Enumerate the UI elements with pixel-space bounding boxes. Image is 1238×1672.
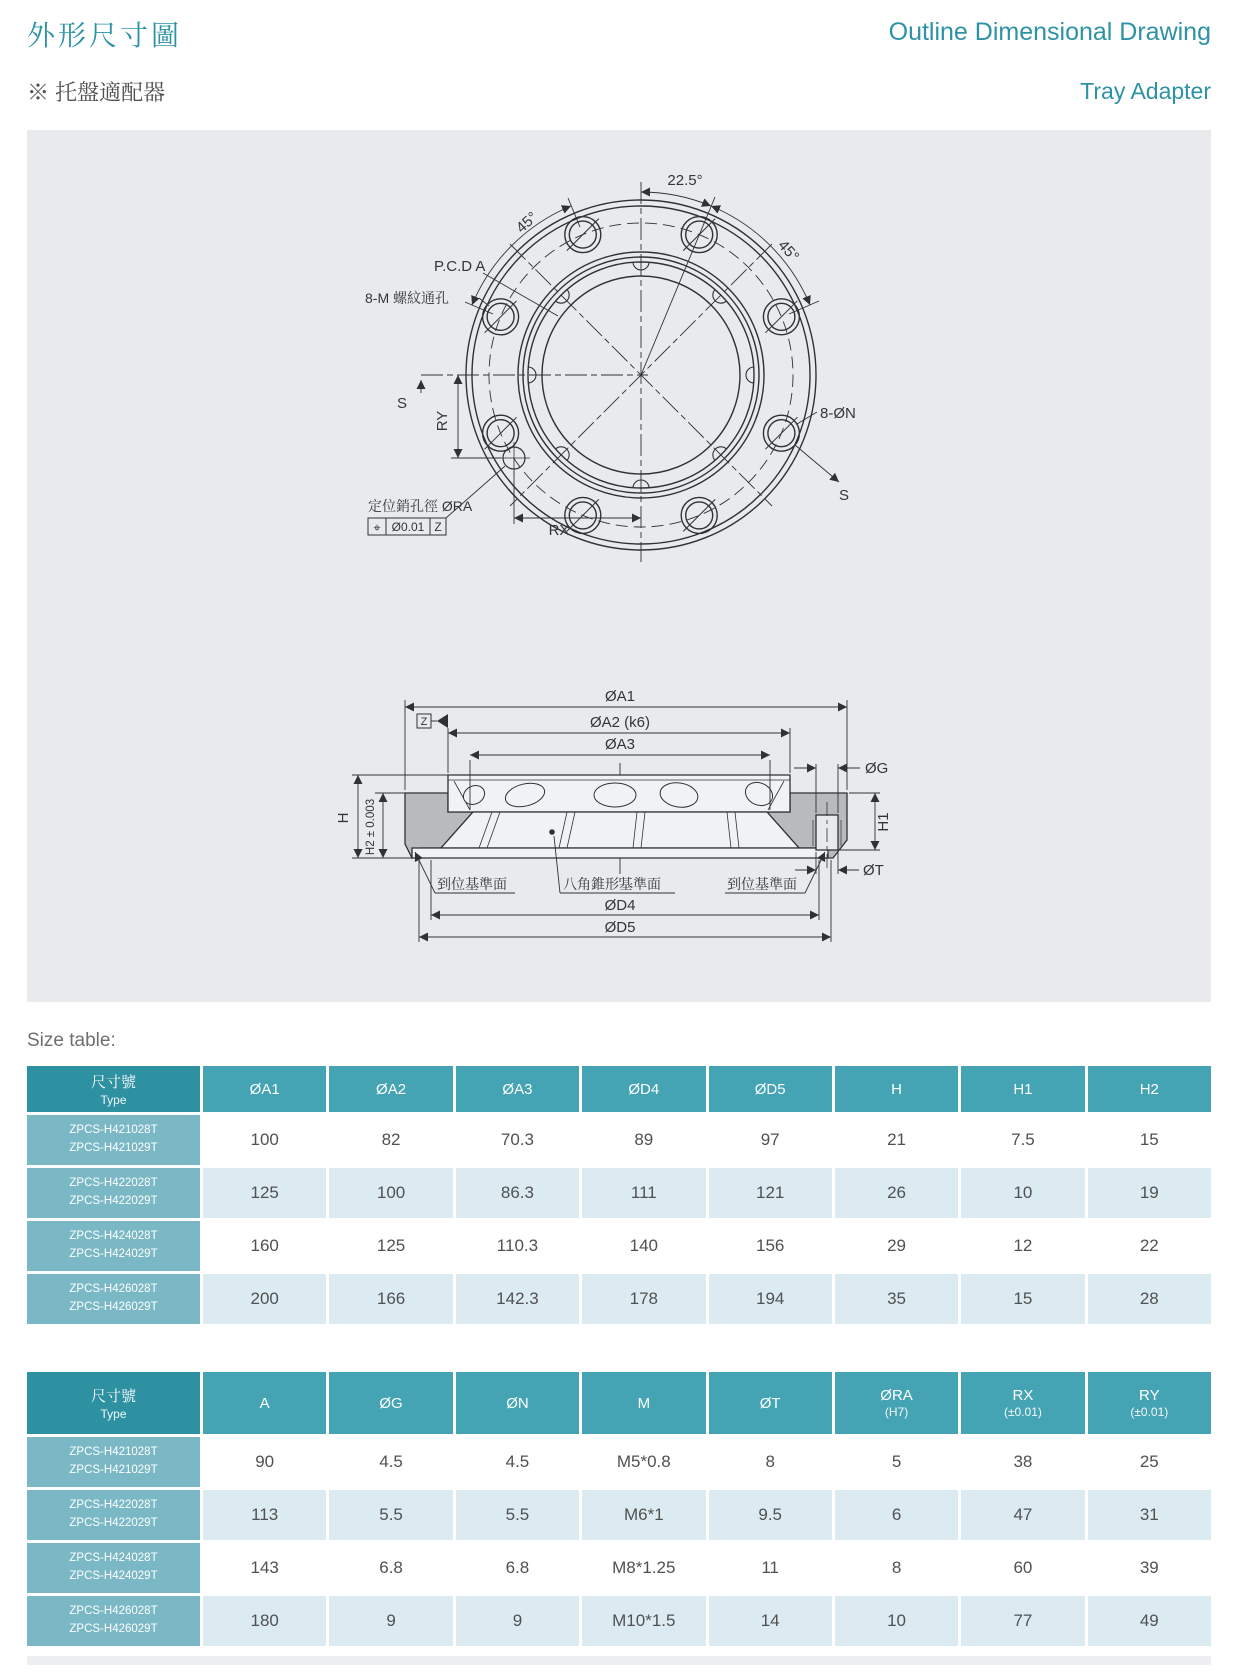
- column-header: ØA3: [456, 1066, 579, 1112]
- cone-notch: [746, 367, 754, 383]
- table-row: [27, 1115, 1211, 1165]
- type-cell: ZPCS-H426028T ZPCS-H426029T: [27, 1596, 200, 1646]
- table-row: [27, 1490, 1211, 1540]
- column-header: ØN: [456, 1372, 579, 1434]
- value-cell: 28: [1088, 1274, 1211, 1324]
- value-cell: 100: [329, 1168, 452, 1218]
- fcf-symbol: ⌖: [373, 520, 381, 535]
- fcf-datum: Z: [434, 520, 442, 534]
- value-cell: 26: [835, 1168, 958, 1218]
- value-cell: 156: [709, 1221, 832, 1271]
- type-cell: ZPCS-H422028T ZPCS-H422029T: [27, 1490, 200, 1540]
- value-cell: 5.5: [456, 1490, 579, 1540]
- table-row: [27, 1596, 1211, 1646]
- bolt-hole: [483, 299, 519, 335]
- value-cell: 110.3: [456, 1221, 579, 1271]
- value-cell: 125: [329, 1221, 452, 1271]
- value-cell: 125: [203, 1168, 326, 1218]
- value-cell: 89: [582, 1115, 705, 1165]
- bolt-hole: [565, 497, 601, 533]
- value-cell: 166: [329, 1274, 452, 1324]
- dimensional-drawing: [27, 130, 1211, 1002]
- seat-left-label: 到位基準面: [437, 876, 507, 892]
- h2-label: H2 ± 0.003: [365, 798, 377, 856]
- value-cell: 25: [1088, 1437, 1211, 1487]
- value-cell: 35: [835, 1274, 958, 1324]
- value-cell: 121: [709, 1168, 832, 1218]
- value-cell: 194: [709, 1274, 832, 1324]
- value-cell: 15: [961, 1274, 1084, 1324]
- value-cell: 97: [709, 1115, 832, 1165]
- value-cell: 178: [582, 1274, 705, 1324]
- dia-d5-label: ØD5: [604, 919, 636, 936]
- bolt-hole: [565, 217, 601, 253]
- centerlines: [421, 182, 772, 562]
- column-header: ØA1: [203, 1066, 326, 1112]
- section-s-right-label: S: [839, 487, 850, 504]
- type-cell: ZPCS-H421028T ZPCS-H421029T: [27, 1115, 200, 1165]
- value-cell: 143: [203, 1543, 326, 1593]
- value-cell: 77: [961, 1596, 1084, 1646]
- column-header: ØA2: [329, 1066, 452, 1112]
- value-cell: 19: [1088, 1168, 1211, 1218]
- pcd-label: P.C.D A: [434, 258, 486, 275]
- value-cell: 47: [961, 1490, 1084, 1540]
- column-header: H: [835, 1066, 958, 1112]
- value-cell: 15: [1088, 1115, 1211, 1165]
- page-subtitle-zh: ※ 托盤適配器: [27, 80, 166, 105]
- column-header: M: [582, 1372, 705, 1434]
- value-cell: 4.5: [456, 1437, 579, 1487]
- column-header: H1: [961, 1066, 1084, 1112]
- value-cell: 8: [835, 1543, 958, 1593]
- bolt-hole: [763, 299, 799, 335]
- type-column-header: 尺寸號 Type: [27, 1066, 200, 1112]
- n-holes-label: 8-ØN: [820, 405, 856, 422]
- value-cell: 140: [582, 1221, 705, 1271]
- value-cell: 6: [835, 1490, 958, 1540]
- base-plate: [412, 848, 828, 858]
- column-header: RX (±0.01): [961, 1372, 1084, 1434]
- value-cell: 10: [961, 1168, 1084, 1218]
- octagonal-cone: [441, 812, 799, 848]
- page-subtitle-en: Tray Adapter: [1080, 78, 1211, 104]
- value-cell: 7.5: [961, 1115, 1084, 1165]
- value-cell: 4.5: [329, 1437, 452, 1487]
- value-cell: 10: [835, 1596, 958, 1646]
- table-row: [27, 1168, 1211, 1218]
- t-label: ØT: [863, 862, 884, 879]
- value-cell: 9.5: [709, 1490, 832, 1540]
- value-cell: 160: [203, 1221, 326, 1271]
- value-cell: 14: [709, 1596, 832, 1646]
- dia-d4-label: ØD4: [604, 897, 636, 914]
- dimensional-drawing-panel: [27, 130, 1211, 1002]
- fcf-tolerance: Ø0.01: [391, 520, 425, 534]
- seat-right-label: 到位基準面: [727, 876, 797, 892]
- value-cell: 111: [582, 1168, 705, 1218]
- value-cell: 8: [709, 1437, 832, 1487]
- angle-right-label: 45°: [774, 236, 803, 266]
- type-column-header: 尺寸號 Type: [27, 1372, 200, 1434]
- table-row: [27, 1543, 1211, 1593]
- h1-label: H1: [875, 812, 892, 832]
- column-header: H2: [1088, 1066, 1211, 1112]
- value-cell: 9: [456, 1596, 579, 1646]
- value-cell: M8*1.25: [582, 1543, 705, 1593]
- value-cell: 39: [1088, 1543, 1211, 1593]
- type-cell: ZPCS-H424028T ZPCS-H424029T: [27, 1221, 200, 1271]
- type-cell: ZPCS-H421028T ZPCS-H421029T: [27, 1437, 200, 1487]
- cone-datum-label: 八角錐形基準面: [563, 876, 661, 892]
- size-table-1: [27, 1066, 1211, 1327]
- value-cell: 9: [329, 1596, 452, 1646]
- h-label: H: [335, 812, 352, 824]
- pin-hole-label: 定位銷孔徑 ØRA: [368, 498, 473, 514]
- column-header: ØRA (H7): [835, 1372, 958, 1434]
- value-cell: 86.3: [456, 1168, 579, 1218]
- type-cell: ZPCS-H422028T ZPCS-H422029T: [27, 1168, 200, 1218]
- value-cell: 60: [961, 1543, 1084, 1593]
- size-table-label: Size table:: [27, 1030, 116, 1051]
- page-title-en: Outline Dimensional Drawing: [888, 18, 1211, 46]
- bottom-divider-bar: [27, 1656, 1211, 1665]
- column-header: ØT: [709, 1372, 832, 1434]
- value-cell: 90: [203, 1437, 326, 1487]
- value-cell: 70.3: [456, 1115, 579, 1165]
- value-cell: 200: [203, 1274, 326, 1324]
- rx-label: RX: [548, 522, 570, 539]
- value-cell: 12: [961, 1221, 1084, 1271]
- adapter-top-plate: [448, 775, 790, 812]
- g-label: ØG: [865, 760, 889, 777]
- value-cell: 11: [709, 1543, 832, 1593]
- top-view: [365, 172, 856, 562]
- type-cell: ZPCS-H426028T ZPCS-H426029T: [27, 1274, 200, 1324]
- value-cell: 6.8: [329, 1543, 452, 1593]
- value-cell: 49: [1088, 1596, 1211, 1646]
- value-cell: 180: [203, 1596, 326, 1646]
- angle-left-label: 45°: [512, 208, 542, 237]
- bolt-hole: [681, 497, 717, 533]
- value-cell: 31: [1088, 1490, 1211, 1540]
- value-cell: 5.5: [329, 1490, 452, 1540]
- bolt-hole: [763, 415, 799, 451]
- column-header: A: [203, 1372, 326, 1434]
- size-table-2: [27, 1372, 1211, 1649]
- value-cell: 142.3: [456, 1274, 579, 1324]
- ry-label: RY: [434, 410, 451, 432]
- value-cell: 38: [961, 1437, 1084, 1487]
- dia-a2-label: ØA2 (k6): [589, 714, 651, 731]
- section-s-left-label: S: [397, 395, 408, 412]
- angle-top-label: 22.5°: [667, 172, 703, 189]
- thread-holes-label: 8-M 螺紋通孔: [365, 290, 449, 306]
- datum-z-label: Z: [420, 716, 428, 728]
- dia-a1-label: ØA1: [604, 688, 636, 705]
- table-row: [27, 1274, 1211, 1324]
- type-cell: ZPCS-H424028T ZPCS-H424029T: [27, 1543, 200, 1593]
- value-cell: 22: [1088, 1221, 1211, 1271]
- column-header: ØD5: [709, 1066, 832, 1112]
- column-header: ØG: [329, 1372, 452, 1434]
- table-row: [27, 1221, 1211, 1271]
- value-cell: 5: [835, 1437, 958, 1487]
- value-cell: M6*1: [582, 1490, 705, 1540]
- column-header: RY (±0.01): [1088, 1372, 1211, 1434]
- column-header: ØD4: [582, 1066, 705, 1112]
- section-view: [335, 688, 892, 942]
- page-title-zh: 外形尺寸圖: [27, 20, 183, 51]
- bolt-hole: [483, 415, 519, 451]
- value-cell: 100: [203, 1115, 326, 1165]
- table-row: [27, 1437, 1211, 1487]
- value-cell: 82: [329, 1115, 452, 1165]
- value-cell: M5*0.8: [582, 1437, 705, 1487]
- value-cell: 6.8: [456, 1543, 579, 1593]
- value-cell: M10*1.5: [582, 1596, 705, 1646]
- value-cell: 29: [835, 1221, 958, 1271]
- dia-a3-label: ØA3: [604, 736, 636, 753]
- value-cell: 21: [835, 1115, 958, 1165]
- value-cell: 113: [203, 1490, 326, 1540]
